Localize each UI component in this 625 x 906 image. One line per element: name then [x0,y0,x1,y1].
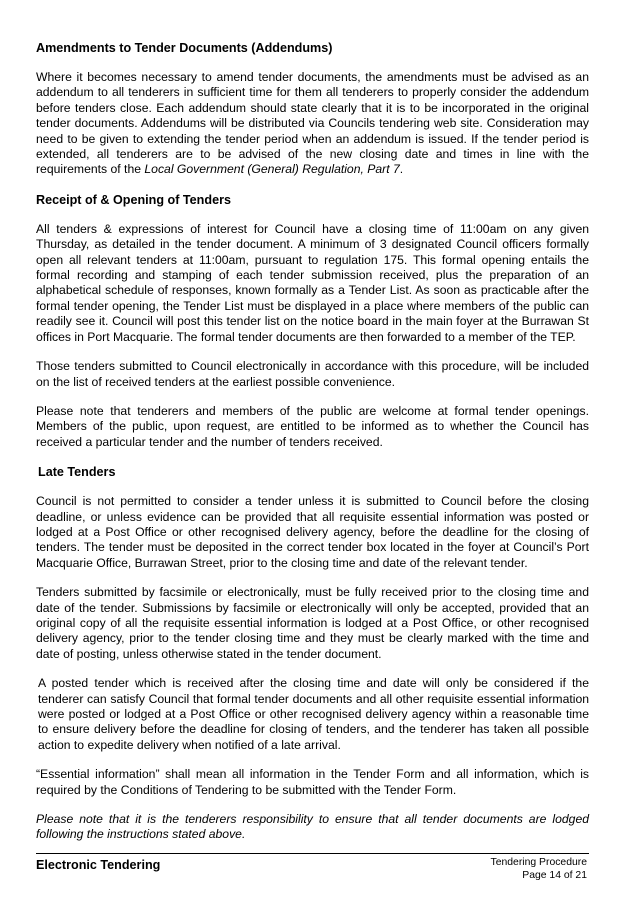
paragraph-amendments-end: . [399,162,404,177]
paragraph-late-1: Council is not permitted to consider a tender unless it is submitted to Council before the closing deadline, or unless evidence can be provided that all requisite essential information was posted or lodged at a Post Office or other recognised delivery agency, before the deadline for the closing of tenders. The tender must be deposited in the correct tender box located in the foyer at Council’s Port Macquarie Office, Burrawan Street, prior to the closing time and date of the relevant tender. [36,494,589,570]
page-footer [491,856,587,882]
responsibility-note-text: Please note that it is the tenderers responsibility to ensure that all tender documents are lodged following the instructions stated above. [36,812,589,842]
paragraph-essential-information: “Essential information” shall mean all information in the Tender Form and all information, which is required by the Conditions of Tendering to be submitted with the Tender Form. [36,767,589,797]
heading-electronic-tendering: Electronic Tendering [36,857,161,872]
heading-receipt-opening: Receipt of & Opening of Tenders [36,192,231,207]
heading-late-tenders: Late Tenders [38,465,116,480]
paragraph-responsibility-note [36,812,589,843]
paragraph-receipt-2: Those tenders submitted to Council electronically in accordance with this procedure, will be included on the list of received tenders at the earliest possible convenience. [36,359,589,389]
heading-amendments: Amendments to Tender Documents (Addendums) [36,41,333,55]
paragraph-amendments [36,70,589,178]
paragraph-receipt-1: All tenders & expressions of interest for Council have a closing time of 11:00am on any given Thursday, as detailed in the tender document. A minimum of 3 designated Council officers formally open all relevant tenders at 11:00am, pursuant to regulation 175. This formal opening entails the formal recording and stamping of each tender submission received, plus the preparation of an alphabetical schedule of responses, known formally as a Tender List. As soon as practicable after the formal tender opening, the Tender List must be displayed in a place where members of the public can readily see it. Council will post this tender list on the notice board in the main foyer at the Burrawan St offices in Port Macquarie. The formal tender documents are then forwarded to a member of the TEP. [36,221,589,344]
regulation-reference: Local Government (General) Regulation, Part 7 [144,162,400,177]
paragraph-late-2: Tenders submitted by facsimile or electronically, must be fully received prior to the closing time and date of the tender. Submissions by facsimile or electronically will only be accepted, provided that an original copy of all the requisite essential information is lodged at a Post Office, or other recognised delivery agency, prior to the tender closing time and they must be clearly marked with the time and date of posting, unless otherwise stated in the tender document. [36,585,589,661]
paragraph-receipt-3: Please note that tenderers and members of the public are welcome at formal tender openings. Members of the public, upon request, are entitled to be informed as to whether the Council has received a particular tender and the number of tenders received. [36,403,589,449]
paragraph-late-3: A posted tender which is received after the closing time and date will only be considered if the tenderer can satisfy Council that formal tender documents and all other requisite essential information were posted or lodged at a Post Office or other recognised delivery agency within a reasonable time to ensure delivery before the deadline for closing of tenders, and the tenderer has taken all possible action to expedite delivery when notified of a late arrival. [38,676,589,752]
page-content [36,40,589,887]
footer-doc-title: Tendering Procedure [490,857,587,868]
footer-page-number: Page 14 of 21 [522,870,587,881]
paragraph-amendments-text: Where it becomes necessary to amend tender documents, the amendments must be advised as an addendum to all tenderers in sufficient time for them all tenderers to properly consider the addendum before tenders close. Each addendum should state clearly that it is to be incorporated in the original tender documents. Addendums will be distributed via Councils tendering web site. Consideration may need to be given to extending the tender period when an addendum is issued. If the tender period is extended, all tenderers are to be advised of the new closing date and times in line with the requirements of the [36,70,589,177]
footer-divider [36,853,589,854]
